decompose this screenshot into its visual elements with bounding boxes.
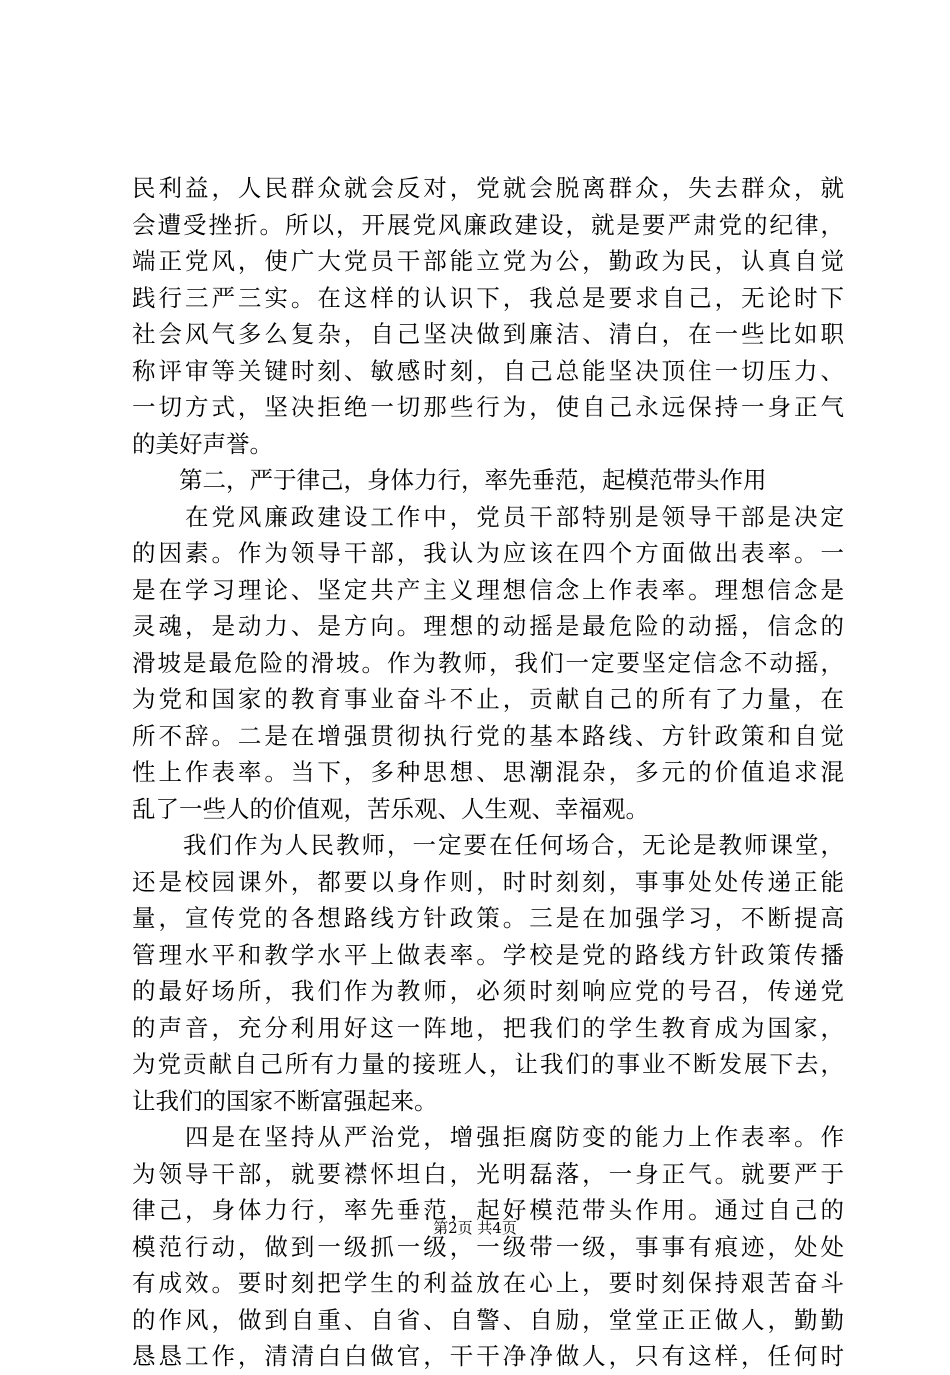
text-line: 会遭受挫折。所以，开展党风廉政建设，就是要严肃党的纪律，	[132, 210, 844, 239]
text-line: 端正党风，使广大党员干部能立党为公，勤政为民，认真自觉	[132, 247, 844, 275]
text-line: 恳恳工作，清清白白做官，干干净净做人，只有这样，任何时	[132, 1342, 844, 1370]
text-line: 一切方式，坚决拒绝一切那些行为，使自己永远保持一身正气	[132, 393, 844, 421]
text-line: 社会风气多么复杂，自己坚决做到廉洁、清白，在一些比如职	[132, 320, 844, 348]
text-line: 的最好场所，我们作为教师，必须时刻响应党的号召，传递党	[132, 977, 844, 1005]
text-line: 的声音，充分利用好这一阵地，把我们的学生教育成为国家，	[132, 1013, 844, 1042]
text-line: 性上作表率。当下，多种思想、思潮混杂，多元的价值追求混	[132, 758, 844, 786]
text-line: 四是在坚持从严治党，增强拒腐防变的能力上作表率。作	[132, 1123, 844, 1151]
text-line: 践行三严三实。在这样的认识下，我总是要求自己，无论时下	[132, 283, 844, 312]
text-line: 律己，身体力行，率先垂范，起好模范带头作用。通过自己的	[132, 1196, 844, 1224]
text-line: 的因素。作为领导干部，我认为应该在四个方面做出表率。一	[132, 539, 844, 567]
page-footer: 第2页 共4页	[433, 1219, 517, 1237]
text-line: 还是校园课外，都要以身作则，时时刻刻，事事处处传递正能	[132, 867, 844, 896]
text-line: 民利益，人民群众就会反对，党就会脱离群众，失去群众，就	[132, 174, 844, 202]
text-line: 管理水平和教学水平上做表率。学校是党的路线方针政策传播	[132, 940, 844, 969]
text-line: 灵魂，是动力、是方向。理想的动摇是最危险的动摇，信念的	[132, 612, 844, 640]
text-line: 让我们的国家不断富强起来。	[132, 1086, 438, 1115]
text-line: 是在学习理论、坚定共产主义理想信念上作表率。理想信念是	[132, 575, 844, 604]
text-line: 第二，严于律己，身体力行，率先垂范，起模范带头作用	[132, 466, 767, 494]
text-line: 为党贡献自己所有力量的接班人，让我们的事业不断发展下去，	[132, 1050, 844, 1078]
text-line: 的作风，做到自重、自省、自警、自励，堂堂正正做人，勤勤	[132, 1305, 844, 1334]
text-line: 称评审等关键时刻、敏感时刻，自己总能坚决顶住一切压力、	[132, 356, 844, 385]
text-line: 滑坡是最危险的滑坡。作为教师，我们一定要坚定信念不动摇，	[132, 648, 844, 677]
text-line: 为领导干部，就要襟怀坦白，光明磊落，一身正气。就要严于	[132, 1159, 844, 1188]
text-line: 为党和国家的教育事业奋斗不止，贡献自己的所有了力量，在	[132, 685, 844, 713]
text-line: 的美好声誉。	[132, 429, 273, 458]
text-line: 我们作为人民教师，一定要在任何场合，无论是教师课堂，	[132, 831, 844, 859]
text-line: 模范行动，做到一级抓一级，一级带一级，事事有痕迹，处处	[132, 1232, 844, 1261]
text-line: 所不辞。二是在增强贯彻执行党的基本路线、方针政策和自觉	[132, 721, 844, 750]
text-line: 乱了一些人的价值观，苦乐观、人生观、幸福观。	[132, 794, 649, 823]
text-line: 量，宣传党的各想路线方针政策。三是在加强学习，不断提高	[132, 904, 844, 932]
document-body	[132, 170, 844, 1375]
text-line: 在党风廉政建设工作中，党员干部特别是领导干部是决定	[132, 502, 844, 531]
text-line: 有成效。要时刻把学生的利益放在心上，要时刻保持艰苦奋斗	[132, 1269, 844, 1297]
